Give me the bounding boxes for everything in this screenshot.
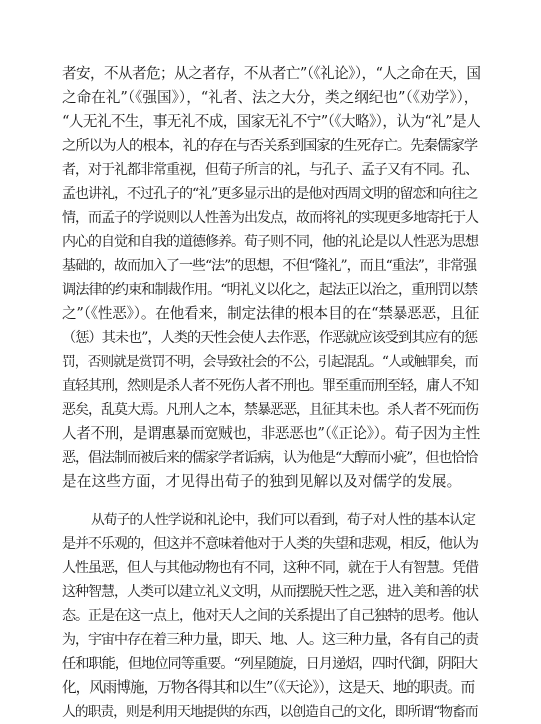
text-line: 之命在礼”（《强国》），“礼者、法之大分，类之纲纪也”（《劝学》）， (62, 89, 479, 106)
text-line: 从荀子的人性学说和礼论中，我们可以看到，荀子对人性的基本认定 (91, 512, 475, 528)
text-line: 任和职能，但地位同等重要。“列星随旋，日月递炤，四时代御，阴阳大 (62, 656, 478, 672)
text-line: 这种智慧，人类可以建立礼义文明，从而摆脱天性之恶，进入美和善的状 (62, 584, 478, 600)
text-line: 之”（《性恶》）。在他看来，制定法律的根本目的在“禁暴恶恶，且征 (62, 305, 480, 322)
text-line: 罚，否则就是赏罚不明，会导致社会的不公，引起混乱。“人或触罪矣，而 (62, 354, 478, 370)
text-line: 恶矣，乱莫大焉。凡刑人之本，禁暴恶恶，且征其未也。杀人者不死而伤 (62, 402, 478, 418)
text-line: 恶，倡法制而被后来的儒家学者诟病，认为他是“大醇而小疵”，但也恰恰 (62, 450, 478, 466)
text-line: 人者不刑，是谓惠暴而宽贼也，非恶恶也”（《正论》）。荀子因为主性 (62, 425, 480, 442)
text-line: 人的职责，则是利用天地提供的东西，以创造自己的文化，即所谓“物畜而 (62, 704, 478, 720)
text-line: 孟也讲礼，不过孔子的“礼”更多显示出的是他对西周文明的留恋和向往之 (62, 186, 478, 202)
text-line: 化，风雨博施，万物各得其和以生”（《天论》），这是天、地的职责。而 (62, 679, 475, 696)
text-line: 人性虽恶，但人与其他动物也有不同，这种不同，就在于人有智慧。凭借 (62, 560, 478, 576)
text-line: 是在这些方面，才见得出荀子的独到见解以及对儒学的发展。 (62, 473, 462, 490)
text-line: 者，对于礼都非常重视，但荀子所言的礼，与孔子、孟子又有不同。孔、 (62, 162, 478, 178)
text-line: 基础的，故而加入了一些“法”的思想，不但“隆礼”，而且“重法”，非常强 (62, 258, 476, 274)
text-line: “人无礼不生，事无礼不成，国家无礼不宁”（《大略》），认为“礼”是人 (62, 113, 480, 130)
text-line: 情，而孟子的学说则以人性善为出发点，故而将礼的实现更多地寄托于人 (62, 210, 478, 226)
text-line: 调法律的约束和制裁作用。“明礼义以化之，起法正以治之，重刑罚以禁 (62, 282, 478, 298)
text-line: 直轻其刑，然则是杀人者不死伤人者不刑也。罪至重而刑至轻，庸人不知 (62, 378, 478, 394)
text-line: 为，宇宙中存在着三种力量，即天、地、人。这三种力量，各有自己的责 (62, 632, 478, 648)
text-line: 是并不乐观的，但这并不意味着他对于人类的失望和悲观，相反，他认为 (62, 536, 478, 552)
text-line: 态。正是在这一点上，他对天人之间的关系提出了自己独特的思考。他认 (62, 608, 478, 624)
text-line: 之所以为人的根本，礼的存在与否关系到国家的生死存亡。先秦儒家学 (62, 138, 478, 154)
text-line: 者安，不从者危；从之者存，不从者亡”（《礼论》），“人之命在天，国 (62, 65, 480, 82)
text-line: （惩）其未也”，人类的天性会使人去作恶，作恶就应该受到其应有的惩 (62, 330, 478, 346)
text-line: 内心的自觉和自我的道德修养。荀子则不同，他的礼论是以人性恶为思想 (62, 234, 478, 250)
